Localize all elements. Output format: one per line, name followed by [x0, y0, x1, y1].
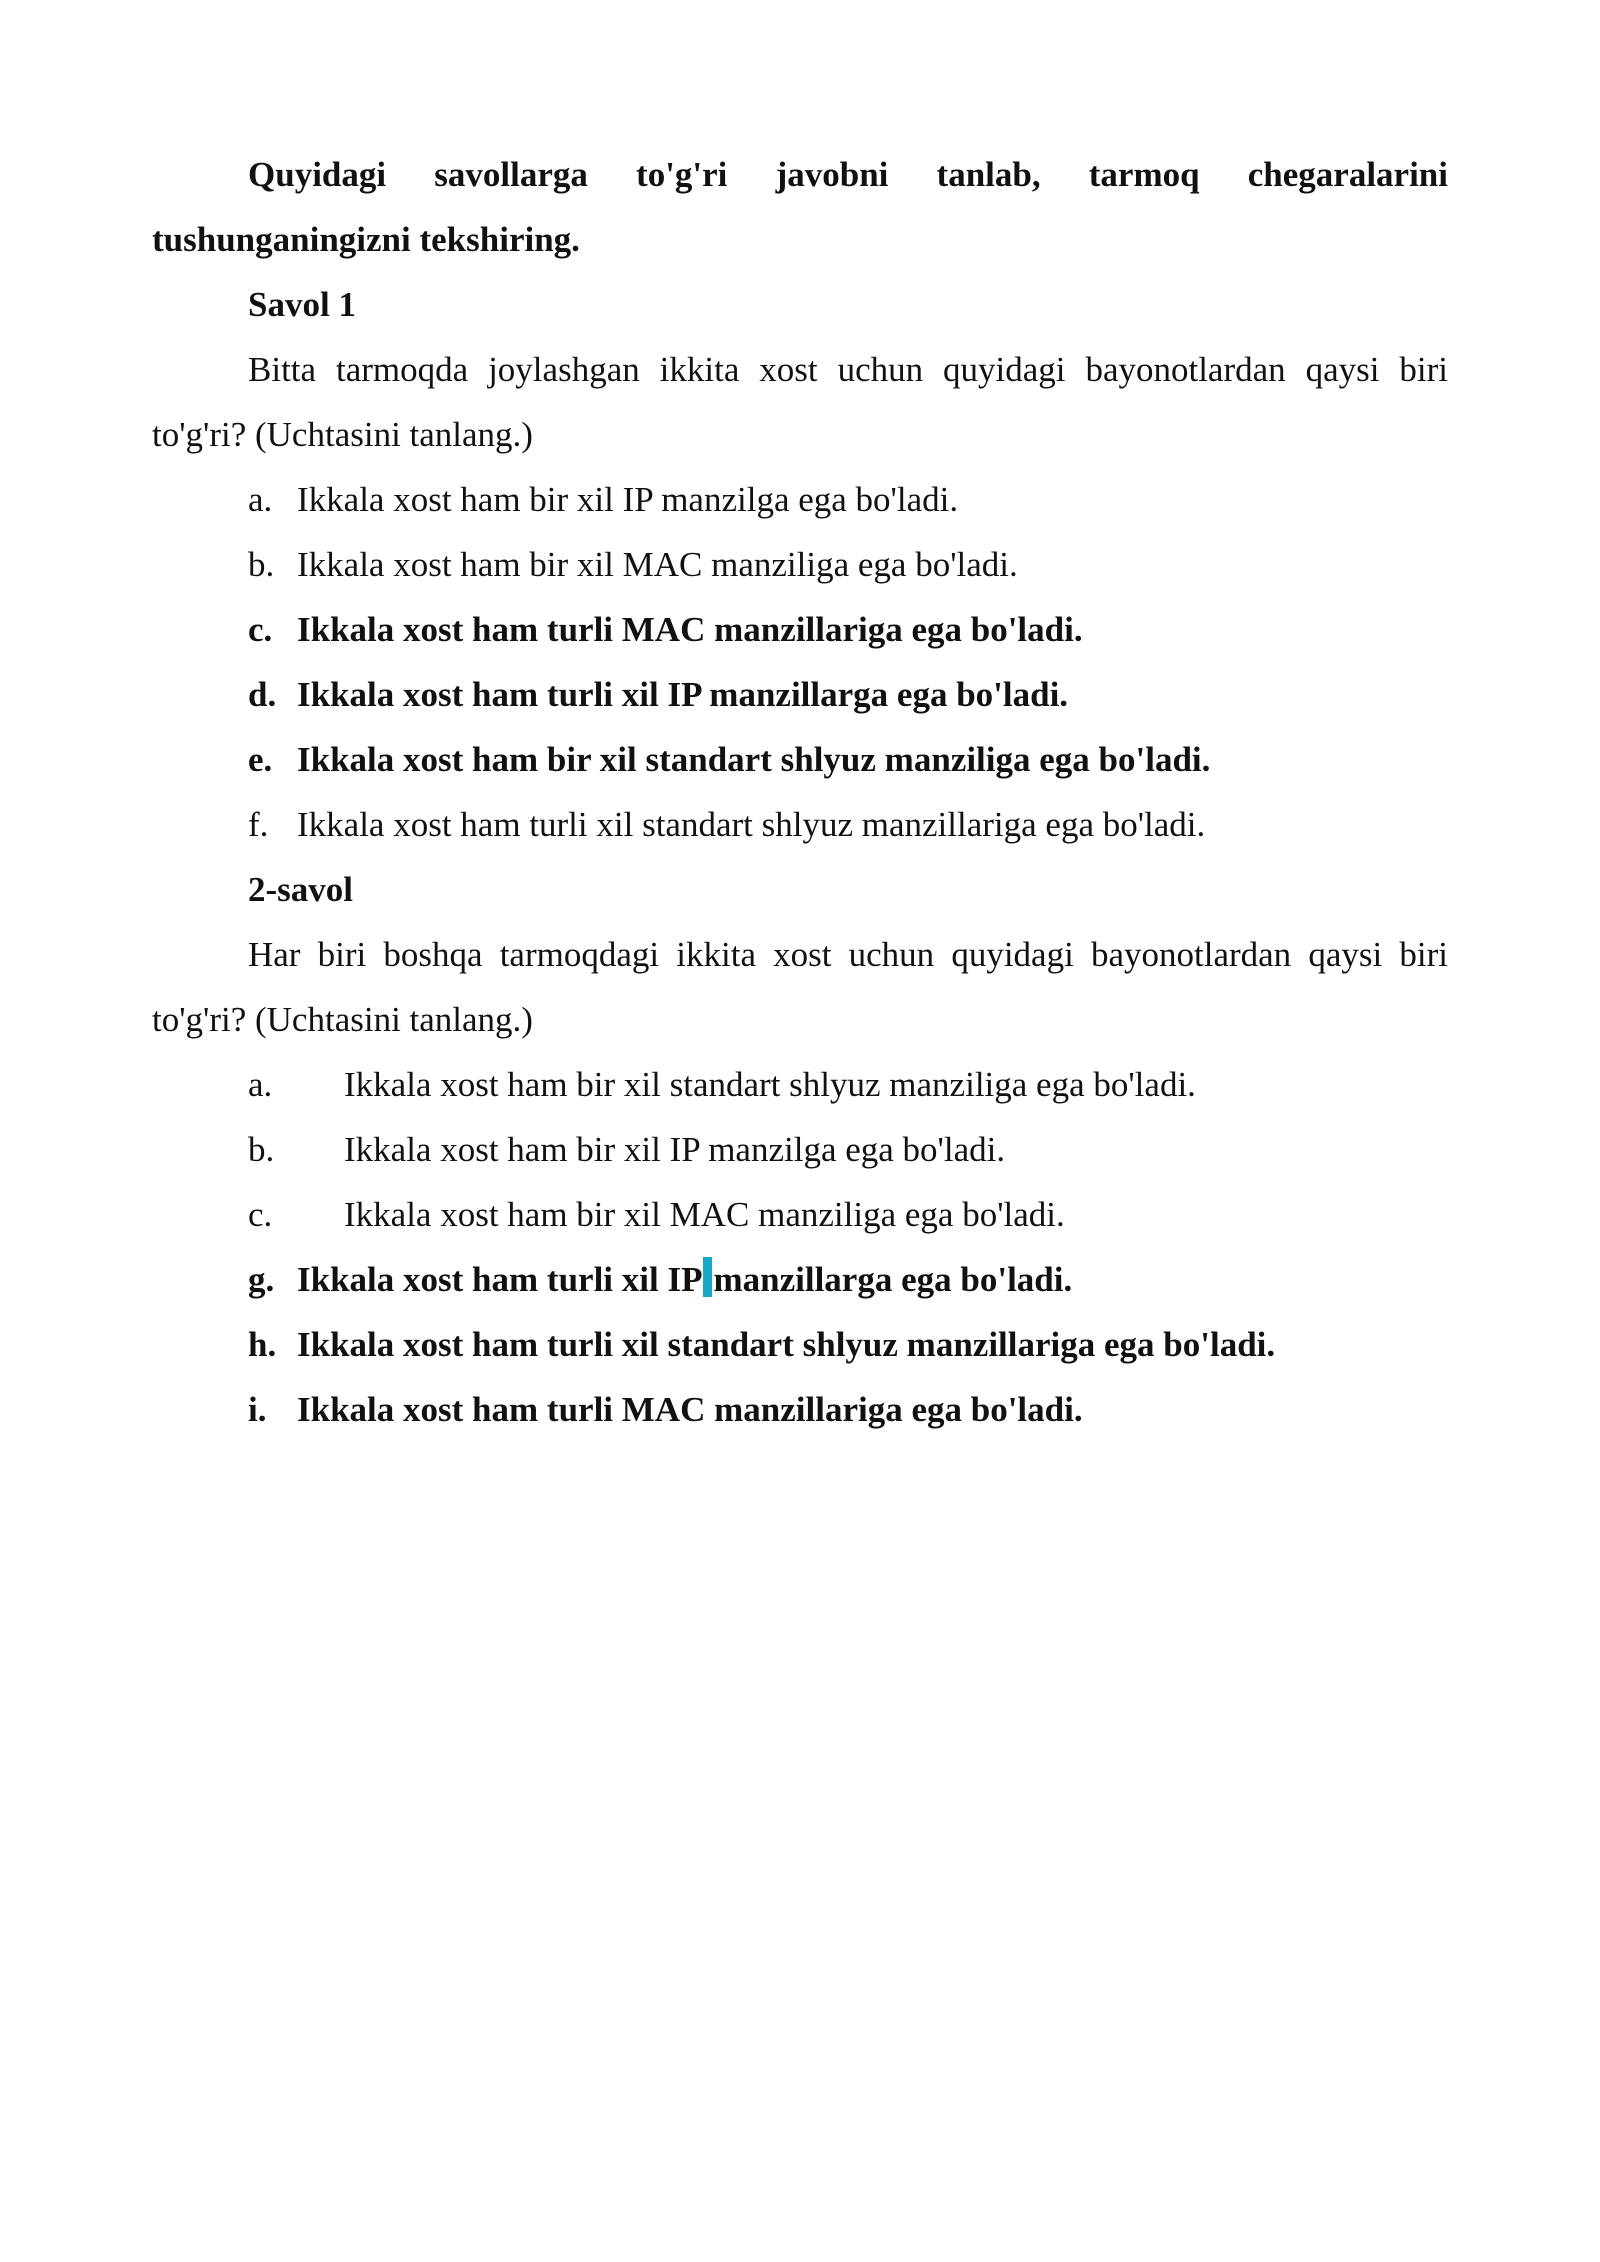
- q2-option-c: [152, 1182, 1448, 1247]
- option-text: Ikkala xost ham bir xil MAC manziliga ega bo'ladi.: [297, 545, 1018, 584]
- q1-option-c: [152, 597, 1448, 662]
- option-marker: c.: [248, 1195, 273, 1234]
- question-2-text: Har biri boshqa tarmoqdagi ikkita xost uchun quyidagi bayonotlardan qaysi biri to'g'ri? (Uchtasini tanlang.): [152, 935, 1448, 1039]
- question-1-heading: Savol 1: [248, 285, 356, 324]
- q1-option-a: [152, 467, 1448, 532]
- option-marker: i.: [248, 1390, 267, 1429]
- option-text-after-cursor: manzillarga ega bo'ladi.: [713, 1260, 1073, 1299]
- option-text: Ikkala xost ham turli xil standart shlyuz manzillariga ega bo'ladi.: [297, 805, 1206, 844]
- option-text[interactable]: [297, 1247, 1072, 1312]
- option-marker: a.: [248, 480, 273, 519]
- option-text: Ikkala xost ham turli xil standart shlyuz manzillariga ega bo'ladi.: [297, 1325, 1276, 1364]
- option-marker: d.: [248, 675, 277, 714]
- q2-option-a: [152, 1052, 1448, 1117]
- q2-option-i: [152, 1377, 1448, 1442]
- option-marker: c.: [248, 610, 273, 649]
- option-text: Ikkala xost ham bir xil IP manzilga ega bo'ladi.: [344, 1130, 1006, 1169]
- q2-option-g: [152, 1247, 1448, 1312]
- option-marker: b.: [248, 1130, 275, 1169]
- q2-option-h: [152, 1312, 1448, 1377]
- question-2-heading: 2-savol: [248, 870, 353, 909]
- option-text: Ikkala xost ham turli xil IP manzillarga ega bo'ladi.: [297, 675, 1069, 714]
- option-text: Ikkala xost ham turli MAC manzillariga ega bo'ladi.: [297, 610, 1083, 649]
- option-text: Ikkala xost ham bir xil MAC manziliga ega bo'ladi.: [344, 1195, 1065, 1234]
- intro-paragraph: Quyidagi savollarga to'g'ri javobni tanlab, tarmoq chegaralarini tushunganingizni tekshiring.: [152, 155, 1448, 259]
- option-text: Ikkala xost ham bir xil standart shlyuz manziliga ega bo'ladi.: [344, 1065, 1196, 1104]
- q2-option-b: [152, 1117, 1448, 1182]
- option-text: Ikkala xost ham bir xil standart shlyuz manziliga ega bo'ladi.: [297, 740, 1211, 779]
- option-text: Ikkala xost ham turli MAC manzillariga ega bo'ladi.: [297, 1390, 1083, 1429]
- q1-option-b: [152, 532, 1448, 597]
- option-marker: e.: [248, 740, 273, 779]
- option-marker: a.: [248, 1065, 273, 1104]
- option-marker: f.: [248, 805, 269, 844]
- q1-option-f: [152, 792, 1448, 857]
- q1-option-d: [152, 662, 1448, 727]
- option-text-before-cursor: Ikkala xost ham turli xil IP: [297, 1260, 703, 1299]
- question-1-text: Bitta tarmoqda joylashgan ikkita xost uchun quyidagi bayonotlardan qaysi biri to'g'ri? (Uchtasini tanlang.): [152, 350, 1448, 454]
- document-page: [152, 142, 1448, 1442]
- option-marker: g.: [248, 1260, 275, 1299]
- option-marker: b.: [248, 545, 275, 584]
- q1-option-e: [152, 727, 1448, 792]
- option-marker: h.: [248, 1325, 277, 1364]
- option-text: Ikkala xost ham bir xil IP manzilga ega bo'ladi.: [297, 480, 959, 519]
- text-cursor: [703, 1257, 712, 1297]
